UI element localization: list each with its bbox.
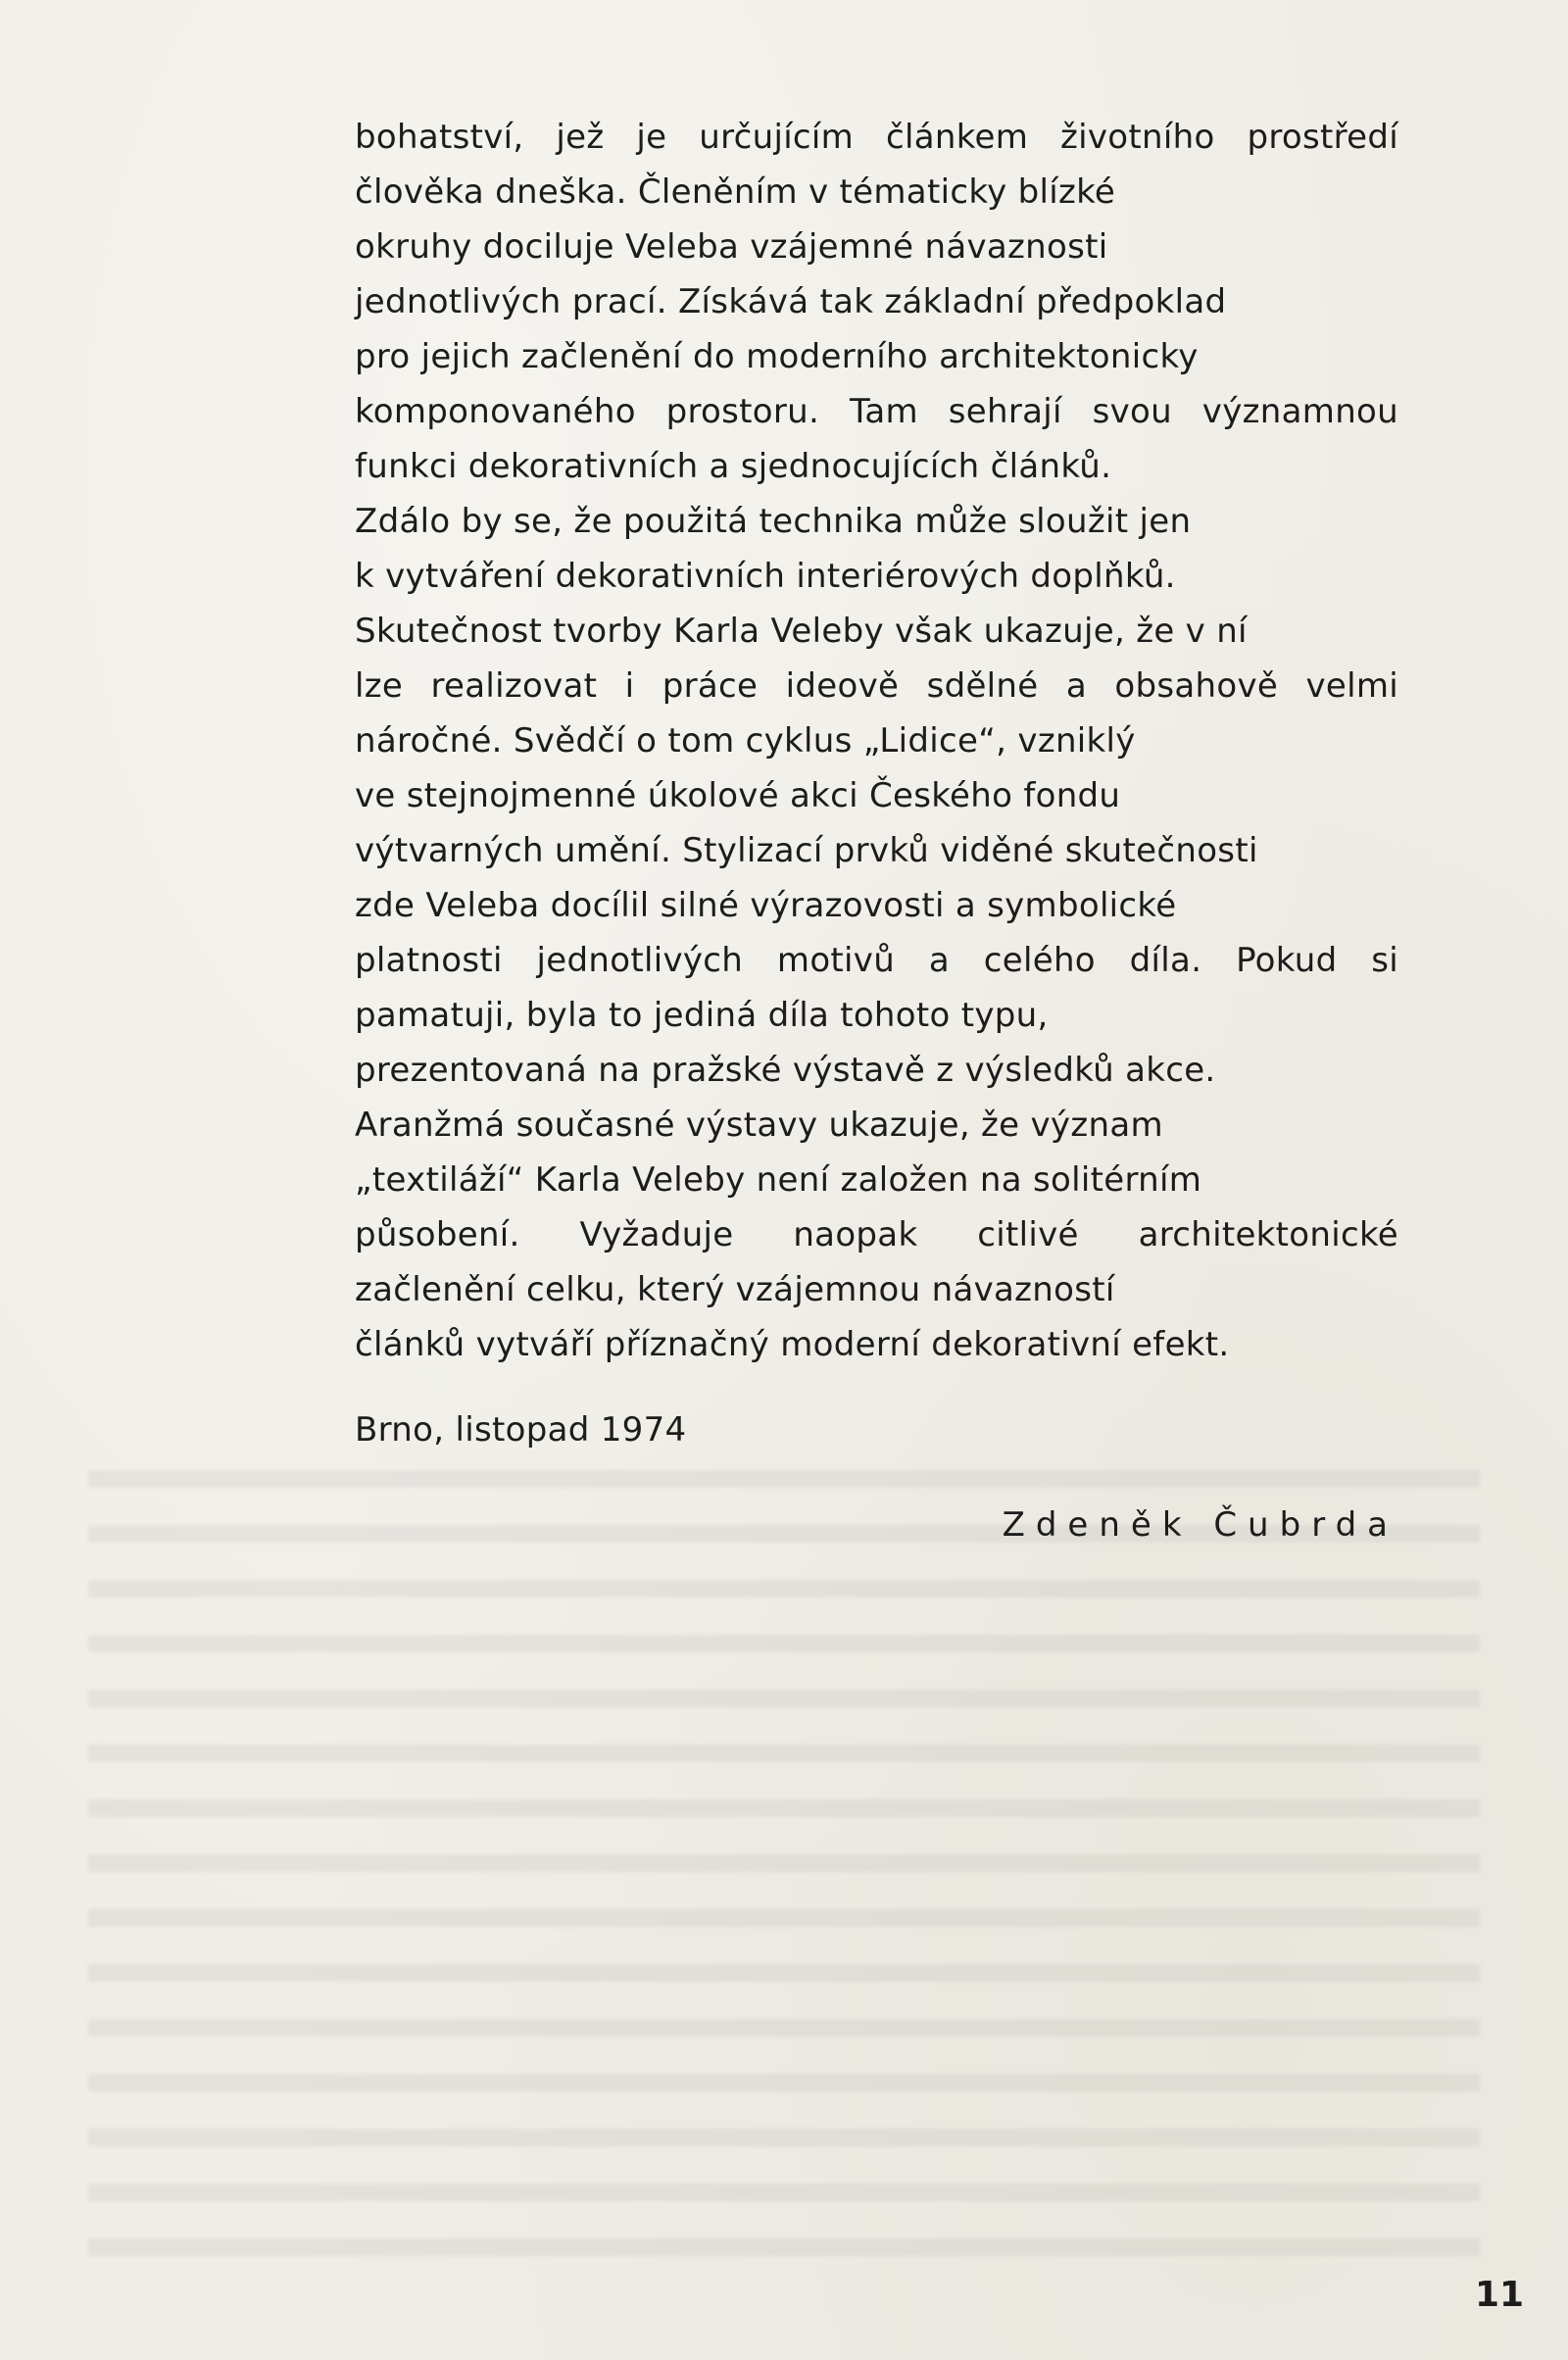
text-line: výtvarných umění. Stylizací prvků viděné skutečnosti bbox=[355, 831, 1258, 870]
text-line: zde Veleba docílil silné výrazovosti a symbolické bbox=[355, 886, 1177, 925]
text-line: působení. Vyžaduje naopak citlivé architektonické bbox=[355, 1215, 1398, 1254]
text-line: jednotlivých prací. Získává tak základní předpoklad bbox=[355, 282, 1227, 321]
text-line: náročné. Svědčí o tom cyklus „Lidice“, vzniklý bbox=[355, 721, 1136, 761]
text-line: funkci dekorativních a sjednocujících článků. bbox=[355, 447, 1112, 486]
text-line: ve stejnojmenné úkolové akci Českého fondu bbox=[355, 776, 1121, 815]
text-line: prezentovaná na pražské výstavě z výsledků akce. bbox=[355, 1051, 1216, 1090]
text-line: člověka dneška. Členěním v tématicky blízké bbox=[355, 172, 1116, 212]
text-line: bohatství, jež je určujícím článkem životního prostředí bbox=[355, 118, 1398, 157]
text-line: platnosti jednotlivých motivů a celého díla. Pokud si bbox=[355, 941, 1398, 980]
text-line: Zdálo by se, že použitá technika může sloužit jen bbox=[355, 502, 1192, 541]
page-number: 11 bbox=[1475, 2275, 1525, 2315]
text-line: pro jejich začlenění do moderního architektonicky bbox=[355, 337, 1199, 376]
text-line: k vytváření dekorativních interiérových doplňků. bbox=[355, 557, 1176, 596]
text-line: článků vytváří příznačný moderní dekorativní efekt. bbox=[355, 1325, 1230, 1364]
place-date: Brno, listopad 1974 bbox=[355, 1410, 687, 1450]
text-line: začlenění celku, který vzájemnou návazností bbox=[355, 1270, 1115, 1309]
text-line: pamatuji, byla to jediná díla tohoto typu, bbox=[355, 996, 1049, 1035]
text-line: okruhy dociluje Veleba vzájemné návaznosti bbox=[355, 227, 1108, 267]
text-line: Skutečnost tvorby Karla Veleby však ukazuje, že v ní bbox=[355, 612, 1248, 651]
author-signature: Zdeněk Čubrda bbox=[1002, 1505, 1398, 1545]
text-line: lze realizovat i práce ideově sdělné a obsahově velmi bbox=[355, 666, 1398, 706]
text-line: „textiláží“ Karla Veleby není založen na solitérním bbox=[355, 1160, 1202, 1200]
text-line: komponovaného prostoru. Tam sehrají svou významnou bbox=[355, 392, 1398, 431]
text-line: Aranžmá současné výstavy ukazuje, že význam bbox=[355, 1106, 1163, 1145]
show-through-text bbox=[88, 1470, 1480, 2284]
body-text bbox=[355, 110, 1398, 1372]
